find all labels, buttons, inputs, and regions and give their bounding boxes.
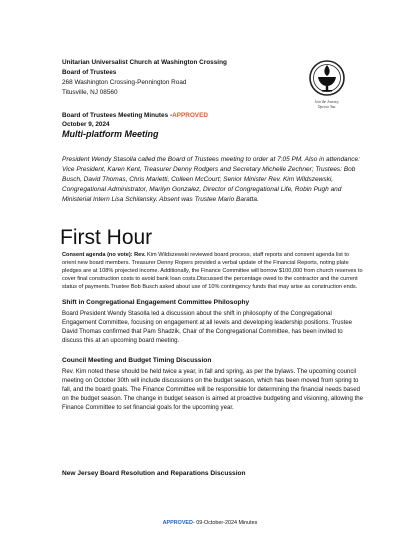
section-heading-council: Council Meeting and Budget Timing Discussion [62, 357, 212, 364]
meeting-date: October 9, 2024 [62, 121, 110, 128]
section-heading-reparations: New Jersey Board Resolution and Reparations Discussion [62, 470, 246, 477]
church-header [62, 58, 322, 98]
chalice-icon [298, 56, 356, 100]
section-heading-engagement: Shift in Congregational Engagement Committee Philosophy [62, 299, 250, 306]
consent-agenda-lead: Consent agenda (no vote): Rev. [62, 252, 146, 258]
approved-badge: APPROVED [172, 112, 208, 119]
footer-text: - 09-October-2024 Minutes [192, 520, 258, 526]
board-name: Board of Trustees [62, 69, 117, 76]
meeting-format: Multi-platform Meeting [62, 129, 159, 139]
minutes-title-prefix: Board of Trustees Meeting Minutes - [62, 112, 173, 119]
page-footer [0, 520, 420, 526]
footer-approved: APPROVED [162, 520, 193, 526]
minutes-title [62, 111, 362, 129]
section-text-engagement: Board President Wendy Stasolla led a discussion about the shift in philosophy of the Congregational Engagement Committee, focusing on engagement at all levels and developing leadership positions. Trustee David Thomas confirmed that Pam Shadzik, Chair of the Congregational Committee, has been invited to discuss this at an upcoming board meeting. [62, 310, 352, 344]
logo-tagline: Join the Journey. Open to You. [314, 100, 340, 109]
attendance-paragraph: President Wendy Stasolla called the Board of Trustees meeting to order at 7:05 PM. Also in attendance: Vice President, Karen Kent, Treasurer Denny Rodgers and Secretary Michelle Zechner; Trustees: Bob Busch, David Thomas, Chris Marietti, Colleen McCourt; Senior Minister Rev. Kim Wildszewski, Congregational Administrator, Marilyn Gonzalez, Director of Congregational Life, Robin Pugh and Ministerial Intern Lisa Schilansky. Absent was Trustee Mario Baratta. [62, 156, 360, 203]
first-hour-heading: First Hour [60, 226, 153, 249]
address-street: 268 Washington Crossing-Pennington Road [62, 79, 187, 86]
consent-agenda-text: Kim Wildszewski reviewed board process, staff reports and consent agenda list to orient new board members. Treasurer Denny Ropers provided a verbal update of the Financial Reports, noting plate pledges are at 108% projected income. Additionally, the Finance Committee will borrow $100,000 from church reserves to cover final construction costs to avoid bank loan costs.Discussed the percentage owed to the contractor and the current status of payments.Trustee Bob Busch asked about use of 10% contingency funds that may arise as construction ends. [62, 252, 363, 291]
address-city: Titusville, NJ 08560 [62, 89, 118, 96]
church-name: Unitarian Universalist Church at Washington Crossing [62, 59, 227, 66]
section-text-council: Rev. Kim noted these should be held twice a year, in fall and spring, as per the bylaws. The upcoming council meeting on October 30th will include discussions on the budget season, which has been moved from spring to fall, and the board goals. The Finance Committee will be responsible for determining the financial needs based on the budget season. The change in budget season is aimed at proactive budgeting and visioning, allowing the Finance Committee to set financial goals for the upcoming year. [62, 368, 364, 411]
consent-agenda-paragraph [62, 251, 364, 291]
